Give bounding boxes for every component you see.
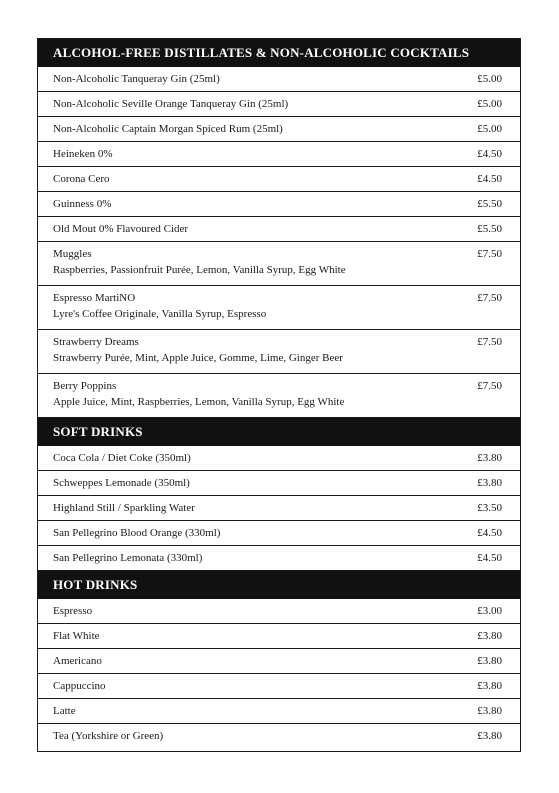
menu-item-name: Muggles <box>53 248 92 260</box>
menu-item-price: £7.50 <box>477 248 502 260</box>
menu-item-text <box>53 730 163 742</box>
menu-item-text <box>53 380 344 408</box>
menu-item-name: Highland Still / Sparkling Water <box>53 502 195 514</box>
menu-item-price: £4.50 <box>477 552 502 564</box>
menu-item <box>38 217 520 242</box>
menu-item <box>38 649 520 674</box>
menu-item-name: Non-Alcoholic Seville Orange Tanqueray Gin (25ml) <box>53 98 289 110</box>
menu-item-price: £3.00 <box>477 605 502 617</box>
menu-item-name: Cappuccino <box>53 680 106 692</box>
menu-item <box>38 699 520 724</box>
section-header: ALCOHOL-FREE DISTILLATES & NON-ALCOHOLIC COCKTAILS <box>38 39 520 67</box>
menu-item <box>38 496 520 521</box>
menu-item-name: Espresso <box>53 605 93 617</box>
menu-item-name: Strawberry Dreams <box>53 336 139 348</box>
menu-item-name: Corona Cero <box>53 173 110 185</box>
menu-item-name: Guinness 0% <box>53 198 112 210</box>
menu-item-price: £3.80 <box>477 705 502 717</box>
menu-item-price: £3.80 <box>477 477 502 489</box>
menu-item-text <box>53 123 283 135</box>
drinks-menu <box>37 38 521 752</box>
menu-item-name: Non-Alcoholic Captain Morgan Spiced Rum (25ml) <box>53 123 283 135</box>
menu-item-text <box>53 336 343 364</box>
menu-item-text <box>53 477 190 489</box>
menu-item-name: Coca Cola / Diet Coke (350ml) <box>53 452 191 464</box>
menu-item-text <box>53 630 100 642</box>
menu-item-text <box>53 73 220 85</box>
menu-item-price: £7.50 <box>477 292 502 304</box>
menu-item-name: San Pellegrino Lemonata (330ml) <box>53 552 203 564</box>
menu-item-name: Espresso MartiNO <box>53 292 136 304</box>
menu-item-text <box>53 292 266 320</box>
menu-item-description: Strawberry Purée, Mint, Apple Juice, Gomme, Lime, Ginger Beer <box>53 352 343 364</box>
menu-item-price: £4.50 <box>477 173 502 185</box>
menu-item-name: Flat White <box>53 630 100 642</box>
menu-item-price: £3.80 <box>477 680 502 692</box>
menu-item-text <box>53 605 92 617</box>
menu-item <box>38 521 520 546</box>
menu-item-name: Berry Poppins <box>53 380 117 392</box>
menu-item-name: Americano <box>53 655 102 667</box>
menu-item <box>38 286 520 330</box>
menu-item-text <box>53 705 76 717</box>
menu-item <box>38 599 520 624</box>
menu-item-price: £3.80 <box>477 655 502 667</box>
menu-item <box>38 546 520 571</box>
menu-item <box>38 92 520 117</box>
menu-item-text <box>53 248 346 276</box>
menu-item-name: San Pellegrino Blood Orange (330ml) <box>53 527 221 539</box>
menu-item-price: £5.50 <box>477 198 502 210</box>
menu-item <box>38 142 520 167</box>
menu-item <box>38 471 520 496</box>
menu-item-name: Latte <box>53 705 76 717</box>
section-header: SOFT DRINKS <box>38 418 520 446</box>
menu-item-text <box>53 655 102 667</box>
menu-item-text <box>53 552 202 564</box>
menu-item-text <box>53 98 288 110</box>
menu-item-text <box>53 198 111 210</box>
menu-item-description: Lyre's Coffee Originale, Vanilla Syrup, Espresso <box>53 308 267 320</box>
menu-item-name: Non-Alcoholic Tanqueray Gin (25ml) <box>53 73 220 85</box>
menu-item-price: £5.00 <box>477 73 502 85</box>
menu-item <box>38 67 520 92</box>
menu-item-name: Tea (Yorkshire or Green) <box>53 730 164 742</box>
menu-item <box>38 374 520 418</box>
menu-item-text <box>53 452 191 464</box>
menu-item <box>38 167 520 192</box>
menu-item-price: £3.80 <box>477 630 502 642</box>
menu-item-price: £4.50 <box>477 148 502 160</box>
menu-item-price: £3.50 <box>477 502 502 514</box>
menu-item <box>38 242 520 286</box>
menu-item-price: £5.00 <box>477 123 502 135</box>
section-header: HOT DRINKS <box>38 571 520 599</box>
menu-item <box>38 446 520 471</box>
menu-item-text <box>53 680 106 692</box>
menu-item-price: £7.50 <box>477 380 502 392</box>
menu-item-price: £3.80 <box>477 730 502 742</box>
menu-item-price: £4.50 <box>477 527 502 539</box>
menu-item-name: Heineken 0% <box>53 148 113 160</box>
menu-item-price: £5.50 <box>477 223 502 235</box>
menu-item-text <box>53 223 188 235</box>
menu-item <box>38 330 520 374</box>
menu-item-text <box>53 502 195 514</box>
menu-item <box>38 724 520 751</box>
menu-item-price: £7.50 <box>477 336 502 348</box>
menu-item-text <box>53 527 220 539</box>
menu-item-price: £3.80 <box>477 452 502 464</box>
menu-item-text <box>53 173 110 185</box>
menu-item <box>38 674 520 699</box>
menu-item-price: £5.00 <box>477 98 502 110</box>
menu-item-name: Schweppes Lemonade (350ml) <box>53 477 190 489</box>
menu-item-text <box>53 148 113 160</box>
menu-item-description: Apple Juice, Mint, Raspberries, Lemon, Vanilla Syrup, Egg White <box>53 396 345 408</box>
menu-item <box>38 117 520 142</box>
menu-item <box>38 624 520 649</box>
menu-item-description: Raspberries, Passionfruit Purée, Lemon, Vanilla Syrup, Egg White <box>53 264 346 276</box>
menu-item-name: Old Mout 0% Flavoured Cider <box>53 223 189 235</box>
menu-item <box>38 192 520 217</box>
